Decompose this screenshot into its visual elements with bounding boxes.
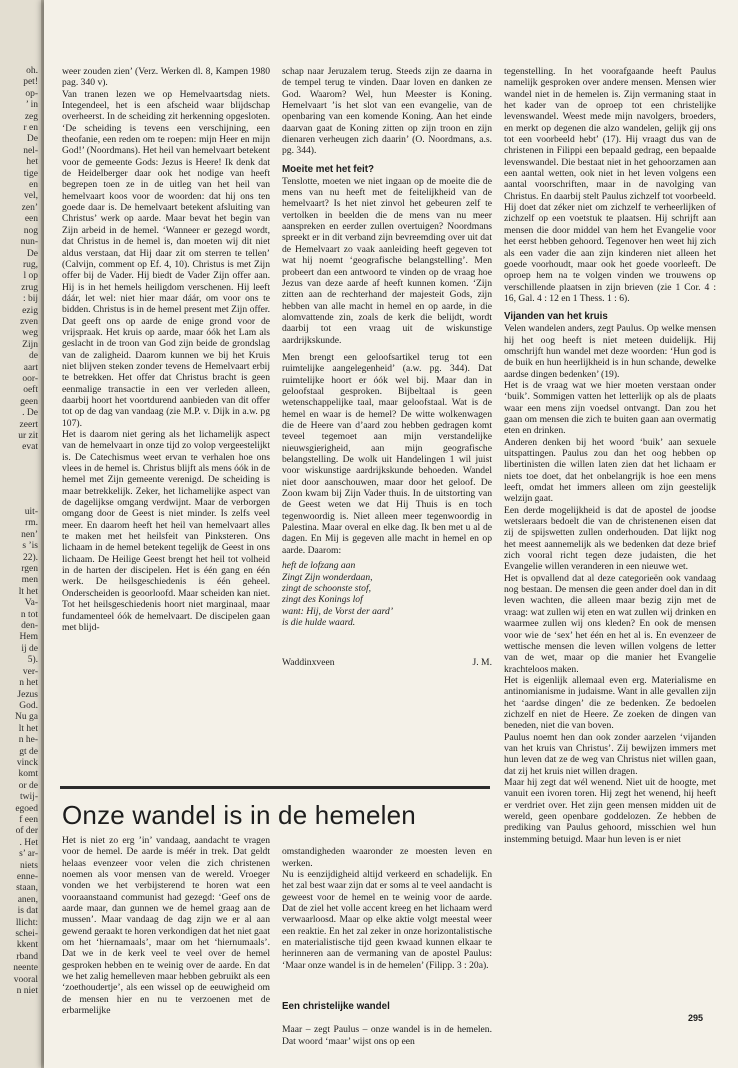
adjacent-page-text-top: oh. pet! op- ’ in zeg r en De nel- het tige en vel, zen’ een nog nun- De rug, l op zrug : bij ezig zven weg Zijn de aart oor- oeft geen . De zeert ur zit evat [18, 66, 38, 453]
paragraph: Een derde mogelijkheid is dat de apostel de joodse wetsleraars bedoelt die van de christenenen eisen dat zij de spijswetten zullen onderhouden. Dat lijkt nog het meest aannemelijk als we bedenken dat deze brief zich vooral richt tegen deze judaisten, die het Evangelie willen veranderen in een nieuwe wet. [504, 504, 716, 573]
top-article-column-2 [282, 66, 492, 668]
hymn-line: heft de lofzang aan [282, 560, 356, 572]
paragraph: Paulus noemt hen dan ook zonder aarzelen ‘vijanden van het kruis van Christus’. Zij bewijzen immers met hun leven dat ze de weg van Christus niet willen gaan, dat zij het kruis niet willen dragen. [504, 731, 716, 777]
adjacent-page-strip [0, 0, 44, 1068]
paragraph: weer zouden zien’ (Verz. Werken dl. 8, Kampen 1980 pag. 340 v). [62, 66, 270, 89]
section-heading: Vijanden van het kruis [504, 311, 608, 323]
section-heading: Een christelijke wandel [282, 1000, 390, 1012]
paragraph: Het is niet zo erg ’in’ vandaag, aandacht te vragen voor de hemel. De aarde is méér in trek. Dat geldt helaas evenzeer voor velen die zich christenen noemen als voor mensen van de wereld. Vroeger vonden we het verbijsterend te horen wat een vooraanstaand communist had gezegd: ‘Geef ons de aarde maar, dan gunnen we de hemel graag aan de mussen’. Maar vandaag de dag zijn we er al aan gewend geraakt te horen verkondigen dat het niet gaat om het ‘hiernamaals’, maar om het ‘hiernumaals’. Dat we in de kerk veel te veel over de hemel gesproken hebben en te weinig over de aarde. En dat we het zalig hemelleven maar hebben gebruikt als een ‘zoethoudertje’, als een wissel op de eeuwigheid om de mensen hier en nu te verzoenen met de erbarmelijke [62, 835, 270, 1017]
hymn-line: is die hulde waard. [282, 617, 356, 629]
paragraph: Men brengt een geloofsartikel terug tot een ruimtelijke aangelegenheid’ (a.w. pg. 344). Dat ruimtelijke hoort er óók wel bij. Maar dan in geloofstaal gesproken. Bijbeltaal is geen wetenschappelijke taal, maar geloofstaal. Wat is de hemel en waar is de hemel? De witte wolkenwagen die de Heere van d’aard zou hebben gedragen komt teveel tegemoet aan mijn verstandelijke nieuwsgierigheid, aan mijn geografische belangstelling. De wolk uit Handelingen 1 wil juist voor wiskunstige aardrijkskunde behoeden. Wandel niet door aanschouwen, maar door het geloof. De Zoon kwam bij Zijn Vader thuis. In de uitstorting van de Geest weten we dat Hij Thuis is en toch tegenwoordig is. Niet alleen meer tegenwoordig in Palestina. Maar overal en elke dag. Ik ben met u al de dagen. En Mij is gegeven alle macht in hemel en op aarde. Daarom: [282, 351, 492, 556]
paragraph: Maar – zegt Paulus – onze wandel is in de hemelen. Dat woord ‘maar’ wijst ons op een [282, 1024, 492, 1047]
hymn-line: Zingt Zijn wonderdaan, [282, 571, 373, 583]
magazine-page [44, 0, 738, 1068]
bottom-article-column-3 [504, 66, 716, 845]
hymn-line: want: Hij, de Vorst der aard’ [282, 605, 394, 617]
bottom-article-column-2 [282, 835, 492, 1058]
paragraph: Velen wandelen anders, zegt Paulus. Op welke mensen hij het oog heeft is niet meteen duidelijk. Hij omschrijft hun wandel met deze woorden: ‘Hun god is de buik en hun heerlijkheid is in hun schande, dewelke aardse dingen bedenken’ (19). [504, 323, 716, 380]
top-article-column-1 [62, 66, 270, 633]
paragraph: omstandigheden waaronder ze moesten leven en werken. Nu is eenzijdigheid altijd verkeerd en schadelijk. En het zal best waar zijn dat er soms al te veel aandacht is geweest voor de hemel en te weinig voor de aarde. Dat de ziel het volle accent kreeg en het lichaam werd verwaarloosd. Maar op elke aktie volgt meestal weer een reaktie. En het zal zeker in onze horizontalistische en materialistische tijd geen kwaad kunnen elkaar te herinneren aan de vermaning van de apostel Paulus: ‘Maar onze wandel is in de hemelen’ (Filipp. 3 : 20a). [282, 846, 492, 971]
paragraph: Het is opvallend dat al deze categorieën ook vandaag nog bestaan. De mensen die geen ander doel dan in dit leven wachten, die alleen maar bezig zijn met de vraag: wat zullen wij eten en wat zullen wij drinken en waarmee zullen wij ons kleden? En ook de mensen voor wie de ‘sex’ het één en het al is. En evenzeer de wettische mensen die leven willen volgens de letter van de wet, maar op die manier het Evangelie krachteloos maken. [504, 572, 716, 675]
author-signature [282, 657, 492, 668]
paragraph: Maar hij zegt dat wél wenend. Niet uit de hoogte, met vanuit een ivoren toren. Hij zegt het wenend, hij heeft er verdriet over. Het zijn geen mensen midden uit de wereld, geen openbare goddelozen. Ze hebben de prediking van Paulus gehoord, misschien wel hun instemming betuigd. Maar hun leven is er niet [504, 776, 716, 845]
paragraph: Het is de vraag wat we hier moeten verstaan onder ‘buik’. Sommigen vatten het letterlijk op als de plaats waar een mens zijn voedsel ontvangt. Dan zou het gaan om mensen die zich te buiten gaan aan overmatig eten en drinken. [504, 379, 716, 437]
author-place: Waddinxveen [282, 656, 335, 668]
section-heading: Moeite met het feit? [282, 163, 374, 175]
paragraph: Het is eigenlijk allemaal even erg. Materialisme en antinomianisme in judaisme. Want in alle gevallen zijn het ‘aardse dingen’ die ze bedenken. Ze bedoelen zichzelf en niet de Heere. Ze zoeken de dingen van beneden, niet die van boven. [504, 674, 716, 732]
hymn-line: zingt de schoonste stof, [282, 582, 372, 594]
paragraph: Van tranen lezen we op Hemelvaartsdag niets. Integendeel, het is een afscheid waar blijdschap overheerst. In de scheiding zit herkenning opgesloten. ‘De scheiding is tevens een verschijning, een theofanie, een reden om te roepen: mijn Heer en mijn God!’ (Noordmans). Het heil van hemelvaart betekent voor de gemeente Gods: Jezus is Heere! Ik denk dat de Heidelberger daar ook het nodige van heeft begrepen toen ze in de uitleg van het heil van hemelvaart koos voor de woorden: dat hij ons ten goede daar is. De hemelvaart betekent afsluiting van Christus’ werk op aarde. Maar bevat het begin van Zijn arbeid in de hemel. ‘Wanneer er gezegd wordt, dat Christus in de hemel is, dan moeten wij dit niet aldus verstaan, dat Hij daar zit om sterren te tellen’ (Calvijn, comment op Ef. 4, 10). Christus is met Zijn offer bij de Vader. Hij biedt de Vader Zijn offer aan. Hij is in het hemels heiligdom verschenen. Hij leeft dáár, let wel: niet hier maar dáár, om voor ons te bidden. Christus is in de hemel present met Zijn offer. Dat geeft ons op aarde de enige grond voor de vrijspraak. Het kruis op aarde, maar óók het Lam als geslacht in de troon van God zijn beide de grondslag van de zaligheid. Daarom kunnen we bij het Kruis niet blijven steken zonder tevens de Hemelvaart erbij te betrekken. Het offer dat Christus bracht is geen eenmalige transactie in een ver verleden alleen, daarbij hoort het voortdurend aanbieden van dit offer tot op de dag van vandaag (zie M.P. v. Dijk in a.w. pg 107). [62, 88, 270, 429]
adjacent-page-text-bottom: uit- rm. nen’ s ’is 22). rgen men lt het Va- n tot den- Hem ij de 5). ver- n het Jezus God. Nu ga lt het n he- gt de vinck komt or de twij- egoed f een of der . Het s’ ar- niets enne- staan, anen, is dat llicht: schei- kkent rband neente vooral n niet [13, 507, 38, 997]
hymn-quote [282, 560, 492, 628]
article-title: Onze wandel is in de hemelen [62, 800, 416, 830]
hymn-line: zingt des Konings lof [282, 594, 363, 606]
paragraph: schap naar Jeruzalem terug. Steeds zijn ze daarna in de tempel terug te vinden. Daar loven en danken ze God. Waarom? Wel, hun Meester is Koning. Hemelvaart ’is het slot van een evangelie, van de openbaring van een komende Koning. Aan het einde daarvan gaat de Koning zitten op zijn troon en zijn dienaren verheugen zich daarin’ (O. Noordmans, a.s. pg. 344). [282, 66, 492, 157]
bottom-article-column-1 [62, 835, 270, 1017]
page-number: 295 [688, 1013, 704, 1023]
author-initials: J. M. [472, 656, 492, 668]
paragraph: tegenstelling. In het voorafgaande heeft Paulus namelijk gesproken over andere mensen. Mensen wier wandel niet in de hemelen is. Zijn vermaning staat in het kader van de oproep tot een christelijke levenswandel. Weest mede mijn navolgers, broeders, en merkt op degenen die alzo wandelen, gelijk gij ons tot een voorbeeld hebt’ (17). Hij vraagt dus van de christenen in Filippi een bepaald gedrag, een bepaalde levenswandel. Die bestaat niet in het gehoorzamen aan een aantal wetten, ook niet in het leven volgens een aantal voorschriften, maar in de navolging van Christus. En daarbij stelt Paulus zichzelf tot voorbeeld. Hij doet dat zéker niet om zichzelf te verheerlijken of zichzelf op een voetstuk te plaatsen. Hij schrijft aan mensen die door middel van hem het Evangelie voor het eerst hebben gehoord. Tegenover hen weet hij zich als een vader die aan zijn kinderen niet alleen het goede voorhoudt, maar ook het goede voorleeft. De oproep hem na te volgen vinden we trouwens op verschillende plaatsen in zijn brieven (zie 1 Cor. 4 : 16, Gal. 4 : 12 en 1 Thess. 1 : 6). [504, 66, 716, 304]
paragraph: Tenslotte, moeten we niet ingaan op de moeite die de mens van nu heeft met de feitelijkheid van de hemelvaart? Is het niet zinvol het gebeuren zelf te vertolken in beelden die de mens van nu meer aanspreken en eerder zullen overtuigen? Noordmans spreekt er in dit verband zijn bevreemding over uit dat de Hemelvaart zo vaak aanleiding heeft gegeven tot wat hij noemt ‘geografische belangstelling’. Men probeert dan een antwoord te vinden op de vraag hoe Jezus van deze aarde af heeft kunnen komen. ‘Zijn zitten aan de rechterhand der majesteit Gods, zijn hebben van alle macht in hemel en op aarde, in die alomvattende zin, zoals de kerk die belijdt, wordt daarbij tot een vraag uit de wiskunstige aardrijkskunde. [282, 175, 492, 346]
section-divider-rule [60, 786, 490, 789]
paragraph: Het is daarom niet gering als het lichamelijk aspect van de hemelvaart in onze tijd zo volop vergeestelijkt is. De Catechismus weet ervan te verhalen hoe ons vlees in de hemel is. Christus blijft als mens óók in de hemel met Zijn gemeente verenigd. De scheiding is maar betrekkelijk. Zeker, het lichamelijke aspect van de dagelijkse omgang verdwijnt. Maar de verborgen omgang door de Geest is niet minder. Is zelfs veel meer. En daarom heeft het heil van hemelvaart alles te maken met het heilsfeit van Pinksteren. Ons lichaam in de hemel betekent tegelijk de Geest in ons lichaam. De Heilige Geest brengt het heil tot volheid in de harten der discipelen. Het is één gang en één werk. De heilsgeschiedenis is één geheel. Onderscheiden is geoorloofd. Maar scheiden kan niet. Tot het heilsgeschiedenis hoort niet marginaal, maar fundamenteel óók de hemelvaart. De discipelen gaan met blijd- [62, 429, 270, 633]
paragraph: Anderen denken bij het woord ‘buik’ aan sexuele uitspattingen. Paulus zou dan het oog hebben op libertinisten die willen laten zien dat het lichaam er niets toe doet, dat het onbelangrijk is hoe een mens leeft, omdat het immers alleen om zijn geestelijk welzijn gaat. [504, 436, 716, 505]
